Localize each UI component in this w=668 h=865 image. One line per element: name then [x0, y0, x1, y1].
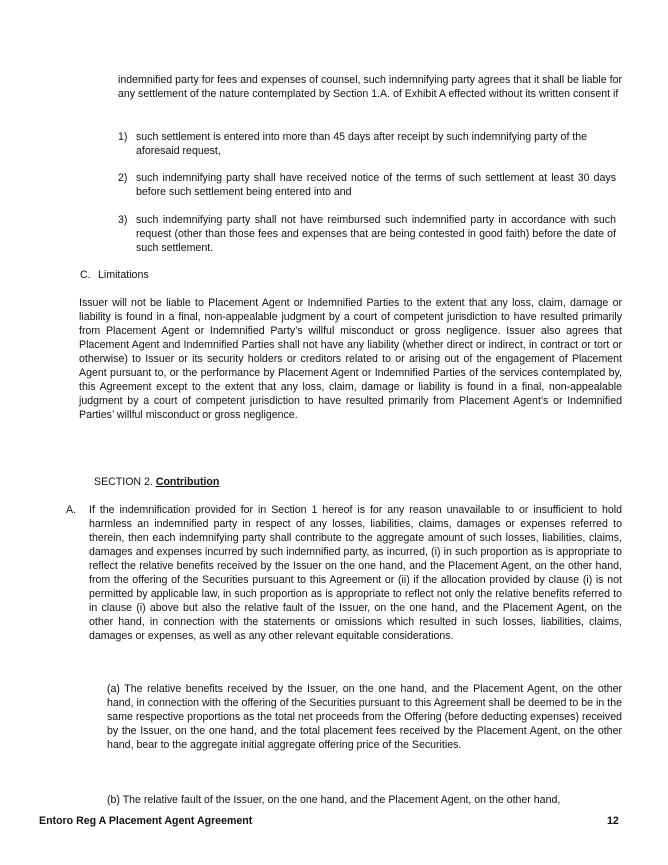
section-c-text: Issuer will not be liable to Placement Agent or Indemnified Parties to the extent that any loss, claim, damage or liability is found in a final, non-appealable judgment by a court of competent jurisdiction to have resulted primarily from Placement Agent or Indemnified Party’s willful misconduct or gross negligence. Issuer also agrees that Placement Agent and Indemnified Parties shall not have any liability (whether direct or indirect, in contract or tort or otherwise) to Issuer or its security holders or creditors related to or arising out of the engagement of Placement Agent pursuant to, or the performance by Placement Agent or Indemnified Parties of the services contemplated by, this Agreement except to the extent that any loss, claim, damage or liability is found in a final, non-appealable judgment by a court of competent jurisdiction to have resulted primarily from Placement Agent’s or Indemnified Parties’ willful misconduct or gross negligence. — [79, 297, 622, 421]
condition-3-text: such indemnifying party shall not have reimbursed such indemnified party in accordance with such request (other than those fees and expenses that are being contested in good faith) before the date of such settlement. — [136, 214, 616, 254]
condition-marker: 3) — [118, 214, 128, 226]
condition-text — [136, 213, 616, 255]
para-a-marker: A. — [66, 504, 77, 516]
para-a-text: If the indemnification provided for in Section 1 hereof is for any reason unavailable to or insufficient to hold harmless an indemnified party in respect of any losses, liabilities, claims, damages or expenses referred to therein, then each indemnifying party shall contribute to the aggregate amount of such losses, liabilities, claims, damages and expenses incurred by such indemnified party, as incurred, (i) in such proportion as is appropriate to reflect the relative benefits received by the Issuer on the one hand, and the Placement Agent, on the other hand, from the offering of the Securities pursuant to this Agreement or (ii) if the allocation provided by clause (i) is not permitted by applicable law, in such proportion as is appropriate to reflect not only the relative benefits referred to in clause (i) above but also the relative fault of the Issuer, on the one hand, and the Placement Agent, on the other hand, in connection with the statements or omissions which resulted in such losses, liabilities, claims, damages or expenses, as well as any other relevant equitable considerations. — [89, 504, 622, 642]
condition-text — [136, 171, 616, 199]
subclause-a — [107, 682, 622, 752]
intro-paragraph — [118, 73, 622, 101]
section-2-title: Contribution — [155, 476, 220, 488]
condition-marker: 1) — [118, 131, 128, 143]
section-c-marker: C. — [80, 269, 91, 281]
subclause-a-text: (a) The relative benefits received by the Issuer, on the one hand, and the Placement Agent, on the other hand, in connection with the offering of the Securities pursuant to this Agreement shall be deemed to be in the same respective proportions as the total net proceeds from the Offering (before deducting expenses) received by the Issuer, on the one hand, and the total placement fees received by the Placement Agent, on the other hand, bear to the aggregate initial aggregate offering price of the Securities. — [107, 683, 622, 751]
footer-title: Entoro Reg A Placement Agent Agreement — [39, 815, 253, 827]
section-c-body — [79, 296, 622, 422]
condition-marker: 2) — [118, 172, 128, 184]
intro-text: indemnified party for fees and expenses of counsel, such indemnifying party agrees that it shall be liable for any settlement of the nature contemplated by Section 1.A. of Exhibit A effected without its written consent if — [118, 74, 622, 100]
condition-1-text: such settlement is entered into more than 45 days after receipt by such indemnifying party of the aforesaid request, — [136, 131, 588, 157]
page-number: 12 — [607, 815, 619, 827]
para-a-body — [89, 503, 622, 643]
section-2-heading — [94, 475, 219, 489]
section-c-title: Limitations — [98, 269, 149, 281]
subclause-b-text: (b) The relative fault of the Issuer, on the one hand, and the Placement Agent, on the other hand, — [107, 794, 561, 806]
section-2-prefix: SECTION 2. — [94, 476, 156, 488]
condition-2-text: such indemnifying party shall have received notice of the terms of such settlement at least 30 days before such settlement being entered into and — [136, 172, 616, 198]
subclause-b — [107, 793, 627, 807]
condition-text — [136, 130, 616, 158]
